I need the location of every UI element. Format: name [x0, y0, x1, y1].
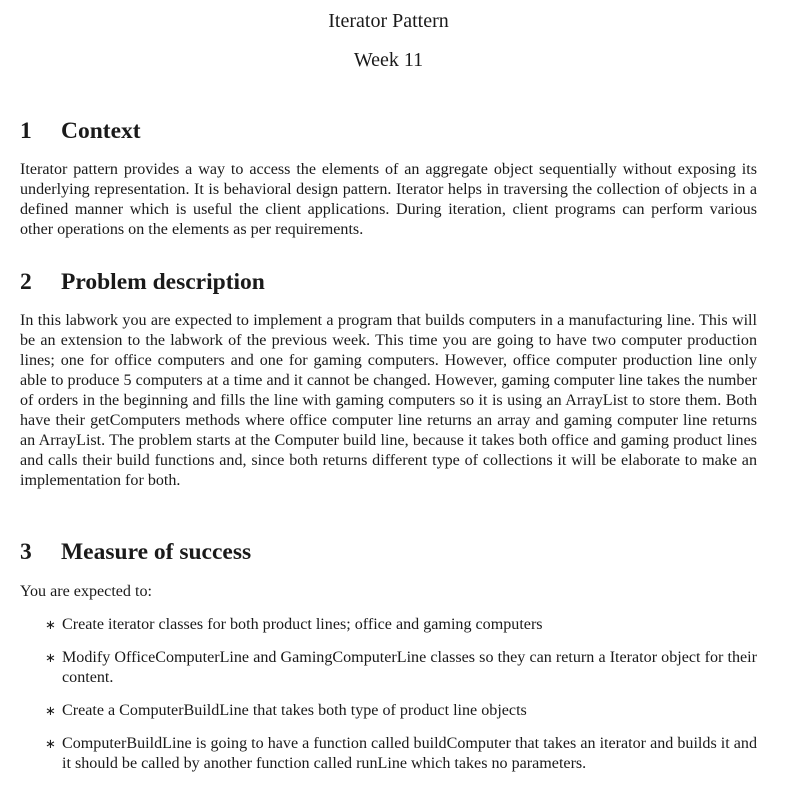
bullet-asterisk-icon: ∗ — [45, 737, 56, 752]
list-item — [20, 701, 757, 721]
document-title: Iterator Pattern — [328, 10, 449, 32]
bullet-asterisk-icon: ∗ — [45, 651, 56, 666]
section-title: Problem description — [61, 269, 265, 295]
document-subtitle: Week 11 — [353, 49, 424, 71]
bullet-asterisk-icon: ∗ — [45, 704, 56, 719]
context-paragraph: Iterator pattern provides a way to access the elements of an aggregate object sequentially without exposing its underlying representation. It is behavioral design pattern. Iterator helps in traversing the collection of objects in a defined manner which is useful the client applications. During iteration, client programs can perform various other operations on the elements as per requirements. — [20, 161, 757, 238]
measure-of-success-intro: You are expected to: — [20, 583, 152, 600]
bullet-asterisk-icon: ∗ — [45, 618, 56, 633]
problem-description-paragraph: In this labwork you are expected to implement a program that builds computers in a manufacturing line. This will be an extension to the labwork of the previous week. This time you are going to have two computer production lines; one for office computers and one for gaming computers. However, office computer production line only able to produce 5 computers at a time and it cannot be changed. However, gaming computer line takes the number of orders in the beginning and fills the line with gaming computers so it is using an ArrayList to store them. Both have their getComputers methods where office computer line returns an array and gaming computer line returns an ArrayList. The problem starts at the Computer build line, because it takes both office and gaming product lines and calls their build functions and, since both returns different type of collections it will be elaborate to make an implementation for both. — [20, 312, 757, 489]
list-item-text: Create iterator classes for both product lines; office and gaming computers — [62, 616, 543, 633]
section-heading-measure-of-success — [20, 538, 251, 566]
list-item-text: ComputerBuildLine is going to have a function called buildComputer that takes an iterator and builds it and it should be called by another function called runLine which takes no parameters. — [62, 735, 757, 772]
list-item-text: Modify OfficeComputerLine and GamingComputerLine classes so they can return a Iterator object for their content. — [62, 649, 757, 686]
section-heading-problem-description — [20, 268, 265, 296]
list-item-text: Create a ComputerBuildLine that takes both type of product line objects — [62, 702, 527, 719]
section-number: 2 — [20, 269, 32, 295]
list-item — [20, 648, 757, 688]
section-title: Context — [61, 118, 141, 144]
list-item — [20, 615, 757, 635]
section-number: 3 — [20, 539, 32, 565]
section-number: 1 — [20, 118, 32, 144]
requirements-list — [20, 615, 757, 787]
list-item — [20, 734, 757, 774]
section-heading-context — [20, 117, 141, 145]
section-title: Measure of success — [61, 539, 252, 565]
